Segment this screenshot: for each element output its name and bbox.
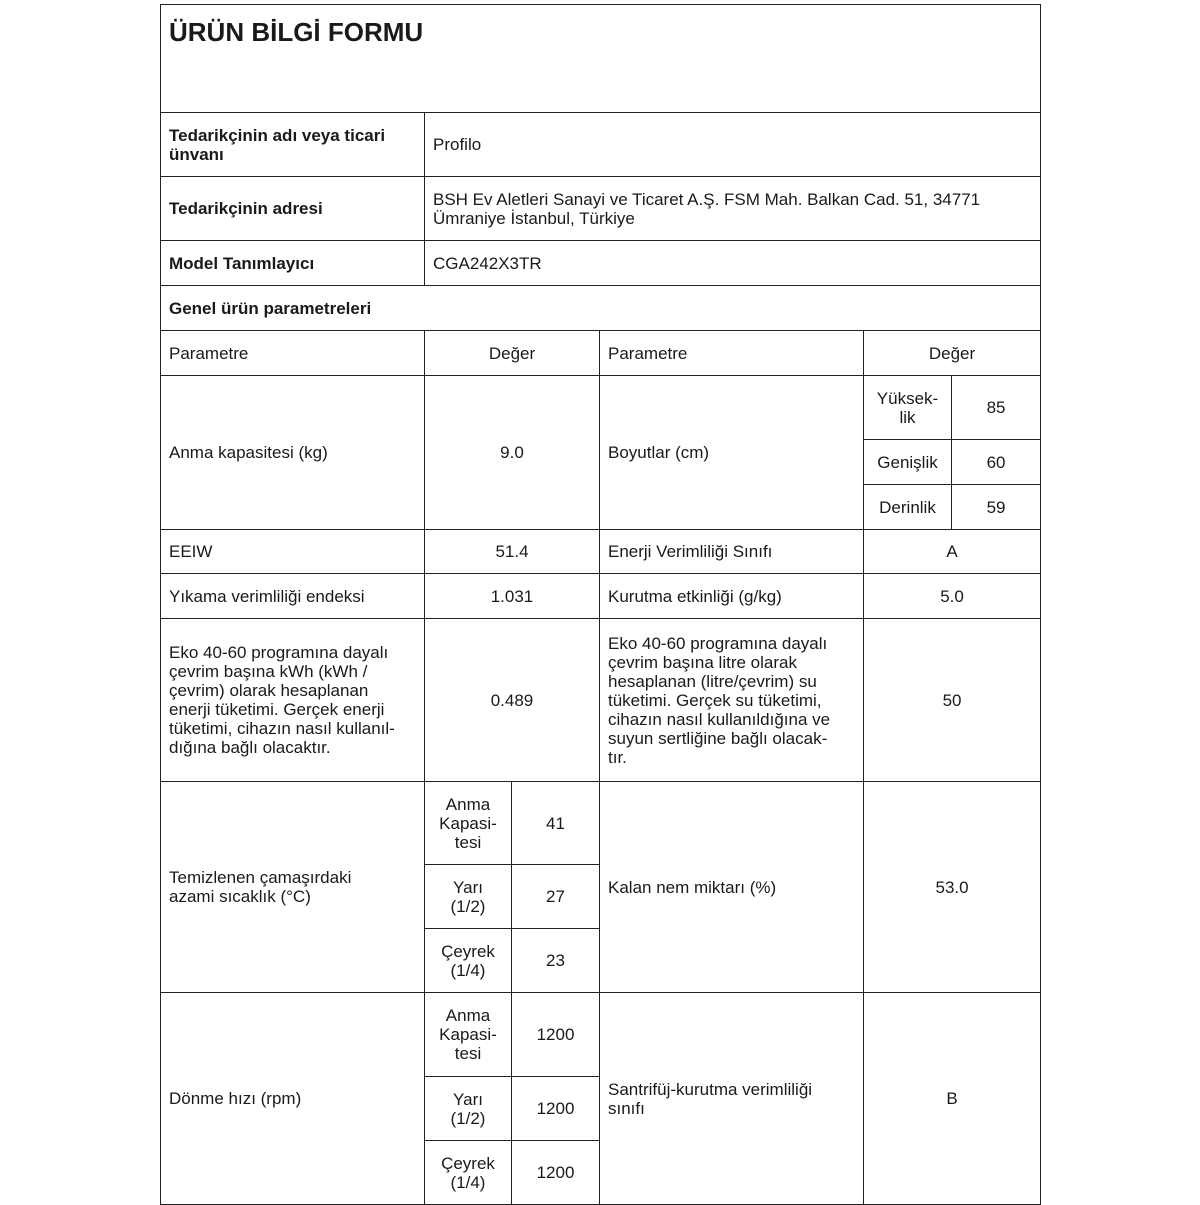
max-temperature-quarter-value: 23 — [512, 929, 600, 993]
column-header-value-right: Değer — [864, 331, 1041, 376]
drying-efficiency-label: Kurutma etkinliği (g/kg) — [600, 574, 864, 619]
dimensions-label: Boyutlar (cm) — [600, 376, 864, 530]
max-temperature-rated-label: Anma Kapasi- tesi — [425, 782, 512, 865]
product-info-form — [160, 4, 1040, 1205]
energy-consumption-label: Eko 40-60 programına dayalı çevrim başına kWh (kWh / çevrim) olarak hesaplanan enerji tüketimi. Gerçek enerji tüketimi, cihazın nasıl kullanıl- dığına bağlı olacaktır. — [161, 619, 425, 782]
column-header-parameter-right: Parametre — [600, 331, 864, 376]
supplier-address-label: Tedarikçinin adresi — [161, 177, 425, 241]
energy-consumption-value: 0.489 — [425, 619, 600, 782]
spin-speed-label: Dönme hızı (rpm) — [161, 993, 425, 1205]
water-consumption-label: Eko 40-60 programına dayalı çevrim başına litre olarak hesaplanan (litre/çevrim) su tüketimi. Gerçek su tüketimi, cihazın nasıl kullanıldığına ve suyun sertliğine bağlı olacak- tır. — [600, 619, 864, 782]
spin-speed-rated-value: 1200 — [512, 993, 600, 1077]
water-consumption-value: 50 — [864, 619, 1041, 782]
spin-speed-half-label: Yarı (1/2) — [425, 1077, 512, 1141]
dimension-depth-value: 59 — [952, 485, 1041, 530]
dimension-depth-label: Derinlik — [864, 485, 952, 530]
eeiw-label: EEIW — [161, 530, 425, 574]
max-temperature-quarter-label: Çeyrek (1/4) — [425, 929, 512, 993]
max-temperature-half-value: 27 — [512, 865, 600, 929]
energy-class-label: Enerji Verimliliği Sınıfı — [600, 530, 864, 574]
general-parameters-header: Genel ürün parametreleri — [161, 286, 1041, 331]
column-header-parameter-left: Parametre — [161, 331, 425, 376]
max-temperature-half-label: Yarı (1/2) — [425, 865, 512, 929]
column-header-value-left: Değer — [425, 331, 600, 376]
max-temperature-label: Temizlenen çamaşırdaki azami sıcaklık (°C) — [161, 782, 425, 993]
max-temperature-rated-value: 41 — [512, 782, 600, 865]
washing-index-value: 1.031 — [425, 574, 600, 619]
supplier-name-label: Tedarikçinin adı veya ticari ünvanı — [161, 113, 425, 177]
spin-class-label: Santrifüj-kurutma verimliliği sınıfı — [600, 993, 864, 1205]
capacity-value: 9.0 — [425, 376, 600, 530]
supplier-address-value: BSH Ev Aletleri Sanayi ve Ticaret A.Ş. FSM Mah. Balkan Cad. 51, 34771 Ümraniye İstanbul, Türkiye — [425, 177, 1041, 241]
dimension-width-value: 60 — [952, 440, 1041, 485]
spin-speed-rated-label: Anma Kapasi- tesi — [425, 993, 512, 1077]
dimension-height-value: 85 — [952, 376, 1041, 440]
spin-speed-half-value: 1200 — [512, 1077, 600, 1141]
spin-speed-quarter-value: 1200 — [512, 1141, 600, 1205]
dimension-width-label: Genişlik — [864, 440, 952, 485]
capacity-label: Anma kapasitesi (kg) — [161, 376, 425, 530]
residual-moisture-label: Kalan nem miktarı (%) — [600, 782, 864, 993]
form-title: ÜRÜN BİLGİ FORMU — [161, 5, 1041, 113]
product-info-table — [160, 4, 1041, 1205]
eeiw-value: 51.4 — [425, 530, 600, 574]
drying-efficiency-value: 5.0 — [864, 574, 1041, 619]
dimension-height-label: Yüksek- lik — [864, 376, 952, 440]
spin-speed-quarter-label: Çeyrek (1/4) — [425, 1141, 512, 1205]
model-value: CGA242X3TR — [425, 241, 1041, 286]
washing-index-label: Yıkama verimliliği endeksi — [161, 574, 425, 619]
residual-moisture-value: 53.0 — [864, 782, 1041, 993]
spin-class-value: B — [864, 993, 1041, 1205]
model-label: Model Tanımlayıcı — [161, 241, 425, 286]
supplier-name-value: Profilo — [425, 113, 1041, 177]
energy-class-value: A — [864, 530, 1041, 574]
